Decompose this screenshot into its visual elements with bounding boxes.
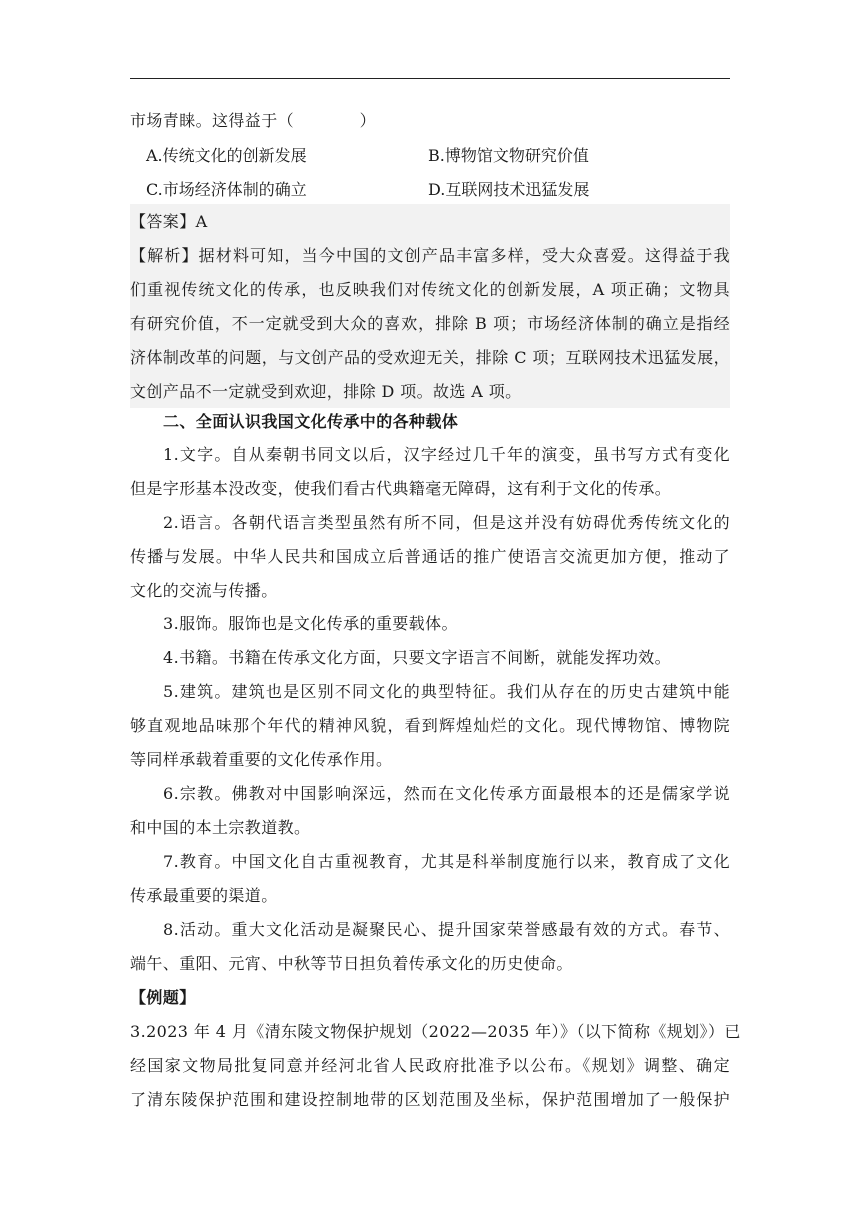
answer-box — [130, 204, 730, 408]
example-line: 经国家文物局批复同意并经河北省人民政府批准予以公布。《规划》调整、确定 — [130, 1056, 730, 1075]
item-line: 3.服饰。服饰也是文化传承的重要载体。 — [163, 614, 458, 633]
question-tail: 市场青睐。这得益于（ ） — [130, 111, 377, 130]
analysis-line: 们重视传统文化的传承，也反映我们对传统文化的创新发展，A 项正确；文物具 — [130, 280, 730, 299]
item-line: 和中国的本土宗教道教。 — [130, 818, 311, 837]
header-rule — [130, 78, 730, 79]
item-line: 2.语言。各朝代语言类型虽然有所不同，但是这并没有妨碍优秀传统文化的 — [163, 513, 730, 532]
item-line: 但是字形基本没改变，使我们看古代典籍毫无障碍，这有利于文化的传承。 — [130, 479, 672, 498]
item-line: 等同样承载着重要的文化传承作用。 — [130, 750, 393, 769]
section-heading: 二、全面认识我国文化传承中的各种载体 — [163, 412, 459, 431]
item-line: 7.教育。中国文化自古重视教育，尤其是科举制度施行以来，教育成了文化 — [163, 852, 730, 871]
answer-line: 【答案】A — [130, 212, 208, 231]
item-line: 1.文字。自从秦朝书同文以后，汉字经过几千年的演变，虽书写方式有变化 — [163, 445, 730, 464]
item-line: 5.建筑。建筑也是区别不同文化的典型特征。我们从存在的历史古建筑中能 — [163, 682, 730, 701]
analysis-line: 【解析】据材料可知，当今中国的文创产品丰富多样，受大众喜爱。这得益于我 — [130, 246, 730, 265]
example-label: 【例题】 — [130, 988, 196, 1007]
item-line: 传播与发展。中华人民共和国成立后普通话的推广使语言交流更加方便，推动了 — [130, 547, 730, 566]
item-line: 6.宗教。佛教对中国影响深远，然而在文化传承方面最根本的还是儒家学说 — [163, 784, 730, 803]
analysis-line: 有研究价值，不一定就受到大众的喜欢，排除 B 项；市场经济体制的确立是指经 — [130, 314, 730, 333]
analysis-line: 文创产品不一定就受到欢迎，排除 D 项。故选 A 项。 — [130, 382, 522, 401]
option-d: D.互联网技术迅猛发展 — [428, 180, 590, 199]
example-line: 3.2023 年 4 月《清东陵文物保护规划（2022—2035 年）》（以下简称《规划》）已 — [130, 1022, 741, 1041]
item-line: 够直观地品味那个年代的精神风貌，看到辉煌灿烂的文化。现代博物馆、博物院 — [130, 716, 730, 735]
example-line: 了清东陵保护范围和建设控制地带的区划范围及坐标，保护范围增加了一般保护 — [130, 1090, 730, 1109]
option-c: C.市场经济体制的确立 — [146, 180, 307, 199]
item-line: 8.活动。重大文化活动是凝聚民心、提升国家荣誉感最有效的方式。春节、 — [163, 920, 730, 939]
option-a: A.传统文化的创新发展 — [146, 146, 307, 165]
analysis-line: 济体制改革的问题，与文创产品的受欢迎无关，排除 C 项；互联网技术迅猛发展， — [130, 348, 730, 367]
option-b: B.博物馆文物研究价值 — [428, 146, 589, 165]
item-line: 4.书籍。书籍在传承文化方面，只要文字语言不间断，就能发挥功效。 — [163, 648, 672, 667]
item-line: 文化的交流与传播。 — [130, 581, 278, 600]
item-line: 端午、重阳、元宵、中秋等节日担负着传承文化的历史使命。 — [130, 954, 573, 973]
item-line: 传承最重要的渠道。 — [130, 886, 278, 905]
